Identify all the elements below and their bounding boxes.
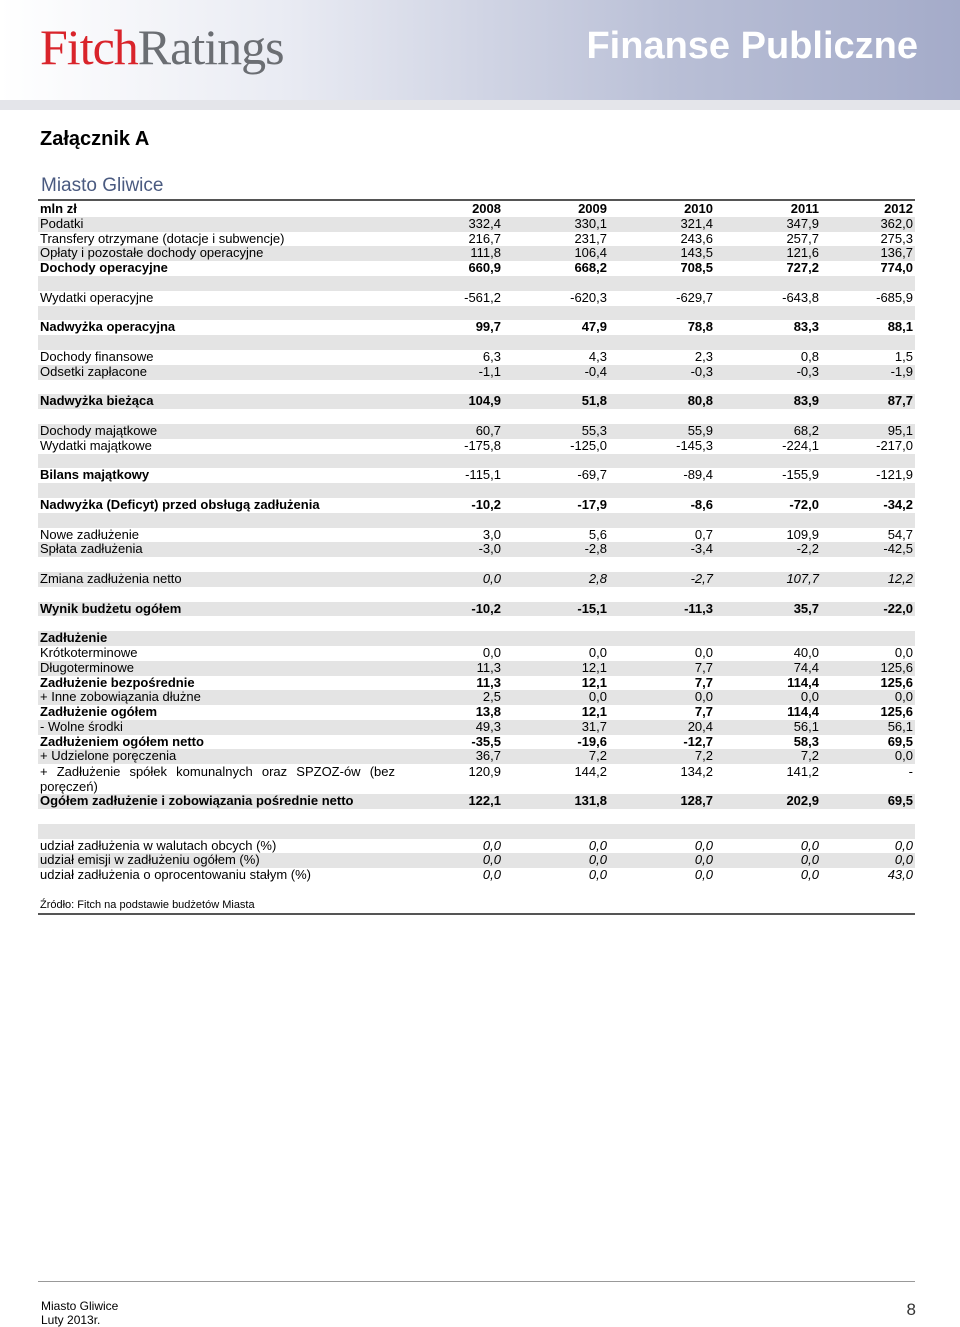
- table-row: [38, 394, 915, 409]
- cell: 362,0: [821, 217, 915, 232]
- cell: 0,0: [821, 853, 915, 868]
- row-label: + Inne zobowiązania dłużne: [38, 690, 397, 705]
- cell: 0,0: [397, 572, 503, 587]
- cell: 144,2: [574, 764, 607, 780]
- spacer-row: [38, 483, 915, 498]
- cell: 2,5: [397, 690, 503, 705]
- cell: 257,7: [786, 231, 819, 246]
- cell: -2,8: [503, 542, 609, 557]
- divider: [38, 913, 915, 915]
- cell: -1,1: [397, 365, 503, 380]
- page-title: Finanse Publiczne: [586, 25, 918, 67]
- row-label: Dochody majątkowe: [38, 424, 397, 439]
- header-rule: [0, 100, 960, 110]
- cell: 7,2: [503, 749, 609, 764]
- table-row: [38, 528, 915, 543]
- table-row: [38, 646, 915, 661]
- cell: 332,4: [397, 217, 503, 232]
- cell: 58,3: [793, 734, 819, 749]
- cell: -17,9: [577, 497, 607, 512]
- cell: -11,3: [609, 602, 715, 617]
- spacer-row: [38, 883, 915, 898]
- cell: 12,1: [581, 705, 607, 720]
- cell: 216,7: [468, 231, 501, 246]
- cell: 7,7: [694, 675, 713, 690]
- cell: 0,0: [588, 838, 607, 853]
- cell: 0,0: [482, 645, 501, 660]
- row-label: Dochody finansowe: [40, 349, 154, 364]
- cell: 12,1: [581, 675, 607, 690]
- spacer-row: [38, 587, 915, 602]
- cell: -35,5: [471, 734, 501, 749]
- cell: 0,0: [609, 690, 715, 705]
- table-header-row: [38, 202, 915, 217]
- row-label: Zadłużenie: [38, 631, 397, 646]
- cell: 99,7: [475, 320, 501, 335]
- cell: 0,0: [482, 868, 501, 883]
- spacer-row: [38, 335, 915, 350]
- cell: -121,9: [876, 468, 913, 483]
- table-row: [38, 217, 915, 232]
- row-label: - Wolne środki: [38, 720, 397, 735]
- cell: 7,7: [609, 661, 715, 676]
- cell: 727,2: [786, 261, 819, 276]
- row-label: Bilans majątkowy: [40, 468, 150, 483]
- source-note: Źródło: Fitch na podstawie budżetów Miasta: [40, 898, 255, 911]
- cell: 0,0: [821, 749, 915, 764]
- row-label: Wydatki operacyjne: [40, 290, 154, 305]
- table-row: [38, 424, 915, 439]
- cell: [503, 631, 609, 646]
- cell: [609, 631, 715, 646]
- cell: 0,0: [715, 853, 821, 868]
- cell: 55,3: [503, 424, 609, 439]
- cell: -685,9: [876, 290, 913, 305]
- cell: 13,8: [475, 705, 501, 720]
- cell: 49,3: [397, 720, 503, 735]
- cell: 4,3: [588, 349, 607, 364]
- cell: 83,9: [715, 394, 821, 409]
- spacer-row: [38, 513, 915, 528]
- table-row: [38, 764, 915, 794]
- cell: 107,7: [715, 572, 821, 587]
- table-row: [38, 868, 915, 883]
- row-label: Zadłużenie ogółem: [40, 705, 158, 720]
- cell: 7,2: [609, 749, 715, 764]
- cell: 120,9: [468, 764, 501, 780]
- cell: 131,8: [503, 794, 609, 809]
- cell: 40,0: [793, 645, 819, 660]
- footer-city: Miasto Gliwice: [41, 1299, 119, 1313]
- cell: 80,8: [609, 394, 715, 409]
- cell: 321,4: [609, 217, 715, 232]
- cell: -0,3: [609, 365, 715, 380]
- cell: -: [908, 764, 913, 780]
- cell: 74,4: [715, 661, 821, 676]
- cell: -155,9: [782, 468, 819, 483]
- cell: 330,1: [503, 217, 609, 232]
- row-label: Wydatki majątkowe: [40, 438, 152, 453]
- cell: 69,5: [887, 734, 913, 749]
- annex-title: Załącznik A: [40, 128, 150, 150]
- cell: 143,5: [609, 246, 715, 261]
- cell: 0,0: [482, 838, 501, 853]
- row-label: Wynik budżetu ogółem: [38, 602, 397, 617]
- spacer-row: [38, 809, 915, 824]
- header-label: mln zł: [40, 202, 77, 216]
- cell: 68,2: [715, 424, 821, 439]
- cell: 0,0: [894, 645, 913, 660]
- cell: 5,6: [588, 527, 607, 542]
- cell: -643,8: [782, 290, 819, 305]
- cell: 668,2: [574, 261, 607, 276]
- cell: -10,2: [397, 602, 503, 617]
- cell: 0,0: [800, 868, 819, 883]
- cell: 2,8: [503, 572, 609, 587]
- cell: -69,7: [577, 468, 607, 483]
- financial-table: [38, 202, 915, 913]
- spacer-row: [38, 616, 915, 631]
- footer-date: Luty 2013r.: [41, 1313, 101, 1327]
- table-row: [38, 291, 915, 306]
- cell: -224,1: [782, 438, 819, 453]
- cell: 43,0: [887, 868, 913, 883]
- page-number: 8: [906, 1300, 916, 1319]
- cell: 128,7: [609, 794, 715, 809]
- cell: [715, 631, 821, 646]
- cell: -115,1: [465, 468, 501, 483]
- row-label: Nowe zadłużenie: [40, 527, 140, 542]
- cell: 0,0: [694, 645, 713, 660]
- cell: 35,7: [715, 602, 821, 617]
- table-row: [38, 631, 915, 646]
- cell: -72,0: [789, 497, 819, 512]
- cell: 2,3: [694, 349, 713, 364]
- cell: 0,0: [588, 868, 607, 883]
- cell: 0,0: [694, 838, 713, 853]
- cell: [821, 631, 915, 646]
- year-header: 2012: [884, 202, 913, 216]
- cell: 0,0: [894, 838, 913, 853]
- cell: 95,1: [821, 424, 915, 439]
- row-label: Zadłużenie bezpośrednie: [40, 675, 195, 690]
- cell: -89,4: [683, 468, 713, 483]
- cell: -1,9: [821, 365, 915, 380]
- spacer-row: [38, 824, 915, 839]
- cell: -10,2: [471, 497, 501, 512]
- city-title: Miasto Gliwice: [41, 175, 164, 196]
- cell: 12,2: [821, 572, 915, 587]
- row-label: Długoterminowe: [38, 661, 397, 676]
- cell: 0,0: [588, 645, 607, 660]
- cell: 36,7: [397, 749, 503, 764]
- cell: 106,4: [503, 246, 609, 261]
- table-row: [38, 690, 915, 705]
- table-row: [38, 365, 915, 380]
- row-label: Transfery otrzymane (dotacje i subwencje): [40, 231, 285, 246]
- footer-rule: [38, 1281, 915, 1282]
- cell: [397, 631, 503, 646]
- cell: -145,3: [676, 438, 713, 453]
- table-row: [38, 705, 915, 720]
- row-label: Odsetki zapłacone: [38, 365, 397, 380]
- spacer-row: [38, 276, 915, 291]
- cell: 660,9: [468, 261, 501, 276]
- row-label: Ogółem zadłużenie i zobowiązania pośrednie netto: [38, 794, 397, 809]
- table-row: [38, 542, 915, 557]
- row-label: Krótkoterminowe: [40, 645, 138, 660]
- cell: 122,1: [397, 794, 503, 809]
- year-header: 2011: [790, 202, 819, 216]
- cell: 6,3: [482, 349, 501, 364]
- row-label: Nadwyżka (Deficyt) przed obsługą zadłużenia: [40, 497, 320, 512]
- cell: -2,7: [609, 572, 715, 587]
- cell: 121,6: [715, 246, 821, 261]
- table-row: [38, 350, 915, 365]
- row-label: Opłaty i pozostałe dochody operacyjne: [38, 246, 397, 261]
- cell: 275,3: [880, 231, 913, 246]
- cell: 11,3: [476, 675, 501, 690]
- row-label: udział zadłużenia o oprocentowaniu stałym (%): [40, 868, 311, 883]
- cell: 125,6: [821, 661, 915, 676]
- cell: 125,6: [880, 675, 913, 690]
- cell: -19,6: [577, 734, 607, 749]
- cell: 708,5: [680, 261, 713, 276]
- cell: 7,2: [715, 749, 821, 764]
- cell: 83,3: [793, 320, 819, 335]
- cell: 7,7: [694, 705, 713, 720]
- cell: -0,3: [715, 365, 821, 380]
- spacer-row: [38, 454, 915, 469]
- cell: 0,0: [503, 853, 609, 868]
- table-row: [38, 439, 915, 454]
- cell: -42,5: [821, 542, 915, 557]
- row-label: Spłata zadłużenia: [38, 542, 397, 557]
- cell: 104,9: [397, 394, 503, 409]
- cell: -629,7: [676, 290, 713, 305]
- cell: 0,8: [800, 349, 819, 364]
- cell: 47,9: [581, 320, 607, 335]
- cell: 0,0: [821, 690, 915, 705]
- cell: 87,7: [821, 394, 915, 409]
- cell: -34,2: [883, 497, 913, 512]
- table-row: [38, 839, 915, 854]
- cell: -3,0: [397, 542, 503, 557]
- table-row: [38, 468, 915, 483]
- cell: 774,0: [880, 261, 913, 276]
- cell: 20,4: [609, 720, 715, 735]
- row-label: Zadłużeniem ogółem netto: [40, 734, 204, 749]
- footer-info: [41, 1299, 118, 1327]
- cell: 141,2: [786, 764, 819, 780]
- cell: 347,9: [715, 217, 821, 232]
- cell: 0,0: [800, 838, 819, 853]
- table-row: [38, 246, 915, 261]
- table-row: [38, 794, 915, 809]
- cell: 88,1: [887, 320, 913, 335]
- cell: 11,3: [397, 661, 503, 676]
- table-row: [38, 232, 915, 247]
- spacer-row: [38, 380, 915, 395]
- row-label: Zmiana zadłużenia netto: [38, 572, 397, 587]
- row-label: udział zadłużenia w walutach obcych (%): [40, 838, 277, 853]
- cell: 12,1: [503, 661, 609, 676]
- cell: 136,7: [821, 246, 915, 261]
- cell: 69,5: [821, 794, 915, 809]
- cell: 78,8: [687, 320, 713, 335]
- cell: 114,4: [787, 675, 819, 690]
- cell: 3,0: [482, 527, 501, 542]
- cell: 56,1: [821, 720, 915, 735]
- cell: 51,8: [503, 394, 609, 409]
- spacer-row: [38, 306, 915, 321]
- cell: 109,9: [786, 527, 819, 542]
- cell: 31,7: [503, 720, 609, 735]
- cell: 0,7: [694, 527, 713, 542]
- row-label: + Udzielone poręczenia: [38, 749, 397, 764]
- cell: -22,0: [821, 602, 915, 617]
- table-row: [38, 602, 915, 617]
- cell: -8,6: [690, 497, 713, 512]
- cell: 56,1: [715, 720, 821, 735]
- cell: 231,7: [574, 231, 607, 246]
- cell: -12,7: [683, 734, 713, 749]
- cell: -0,4: [503, 365, 609, 380]
- year-header: 2009: [578, 202, 607, 216]
- table-row: [38, 661, 915, 676]
- cell: 125,6: [880, 705, 913, 720]
- row-label: Dochody operacyjne: [40, 261, 168, 276]
- spacer-row: [38, 557, 915, 572]
- cell: 202,9: [715, 794, 821, 809]
- row-label: Nadwyżka operacyjna: [40, 320, 176, 335]
- cell: 0,0: [694, 868, 713, 883]
- table-row: [38, 749, 915, 764]
- table-row: [38, 572, 915, 587]
- row-label: udział emisji w zadłużeniu ogółem (%): [38, 853, 397, 868]
- cell: 55,9: [609, 424, 715, 439]
- table-row: [38, 320, 915, 335]
- divider: [38, 199, 915, 201]
- cell: 111,8: [397, 246, 503, 261]
- cell: 60,7: [397, 424, 503, 439]
- cell: -561,2: [464, 290, 501, 305]
- table-row: [38, 735, 915, 750]
- row-label: + Zadłużenie spółek komunalnych oraz SPZOZ-ów (bez poręczeń): [40, 764, 395, 795]
- table-row: [38, 498, 915, 513]
- cell: -125,0: [570, 438, 607, 453]
- cell: 1,5: [894, 349, 913, 364]
- cell: -175,8: [464, 438, 501, 453]
- row-label: Podatki: [38, 217, 397, 232]
- cell: 114,4: [787, 705, 819, 720]
- cell: -217,0: [876, 438, 913, 453]
- source-row: [38, 898, 915, 913]
- row-label: Nadwyżka bieżąca: [38, 394, 397, 409]
- year-header: 2010: [684, 202, 713, 216]
- cell: 54,7: [887, 527, 913, 542]
- cell: -15,1: [503, 602, 609, 617]
- table-row: [38, 261, 915, 276]
- year-header: 2008: [472, 202, 501, 216]
- table-row: [38, 853, 915, 868]
- cell: -2,2: [715, 542, 821, 557]
- cell: -3,4: [609, 542, 715, 557]
- cell: 0,0: [715, 690, 821, 705]
- table-row: [38, 676, 915, 691]
- cell: 0,0: [397, 853, 503, 868]
- cell: -620,3: [570, 290, 607, 305]
- cell: 243,6: [680, 231, 713, 246]
- fitch-ratings-logo: FitchRatings: [40, 19, 284, 75]
- table-row: [38, 720, 915, 735]
- spacer-row: [38, 409, 915, 424]
- cell: 0,0: [609, 853, 715, 868]
- cell: 0,0: [503, 690, 609, 705]
- cell: 134,2: [680, 764, 713, 780]
